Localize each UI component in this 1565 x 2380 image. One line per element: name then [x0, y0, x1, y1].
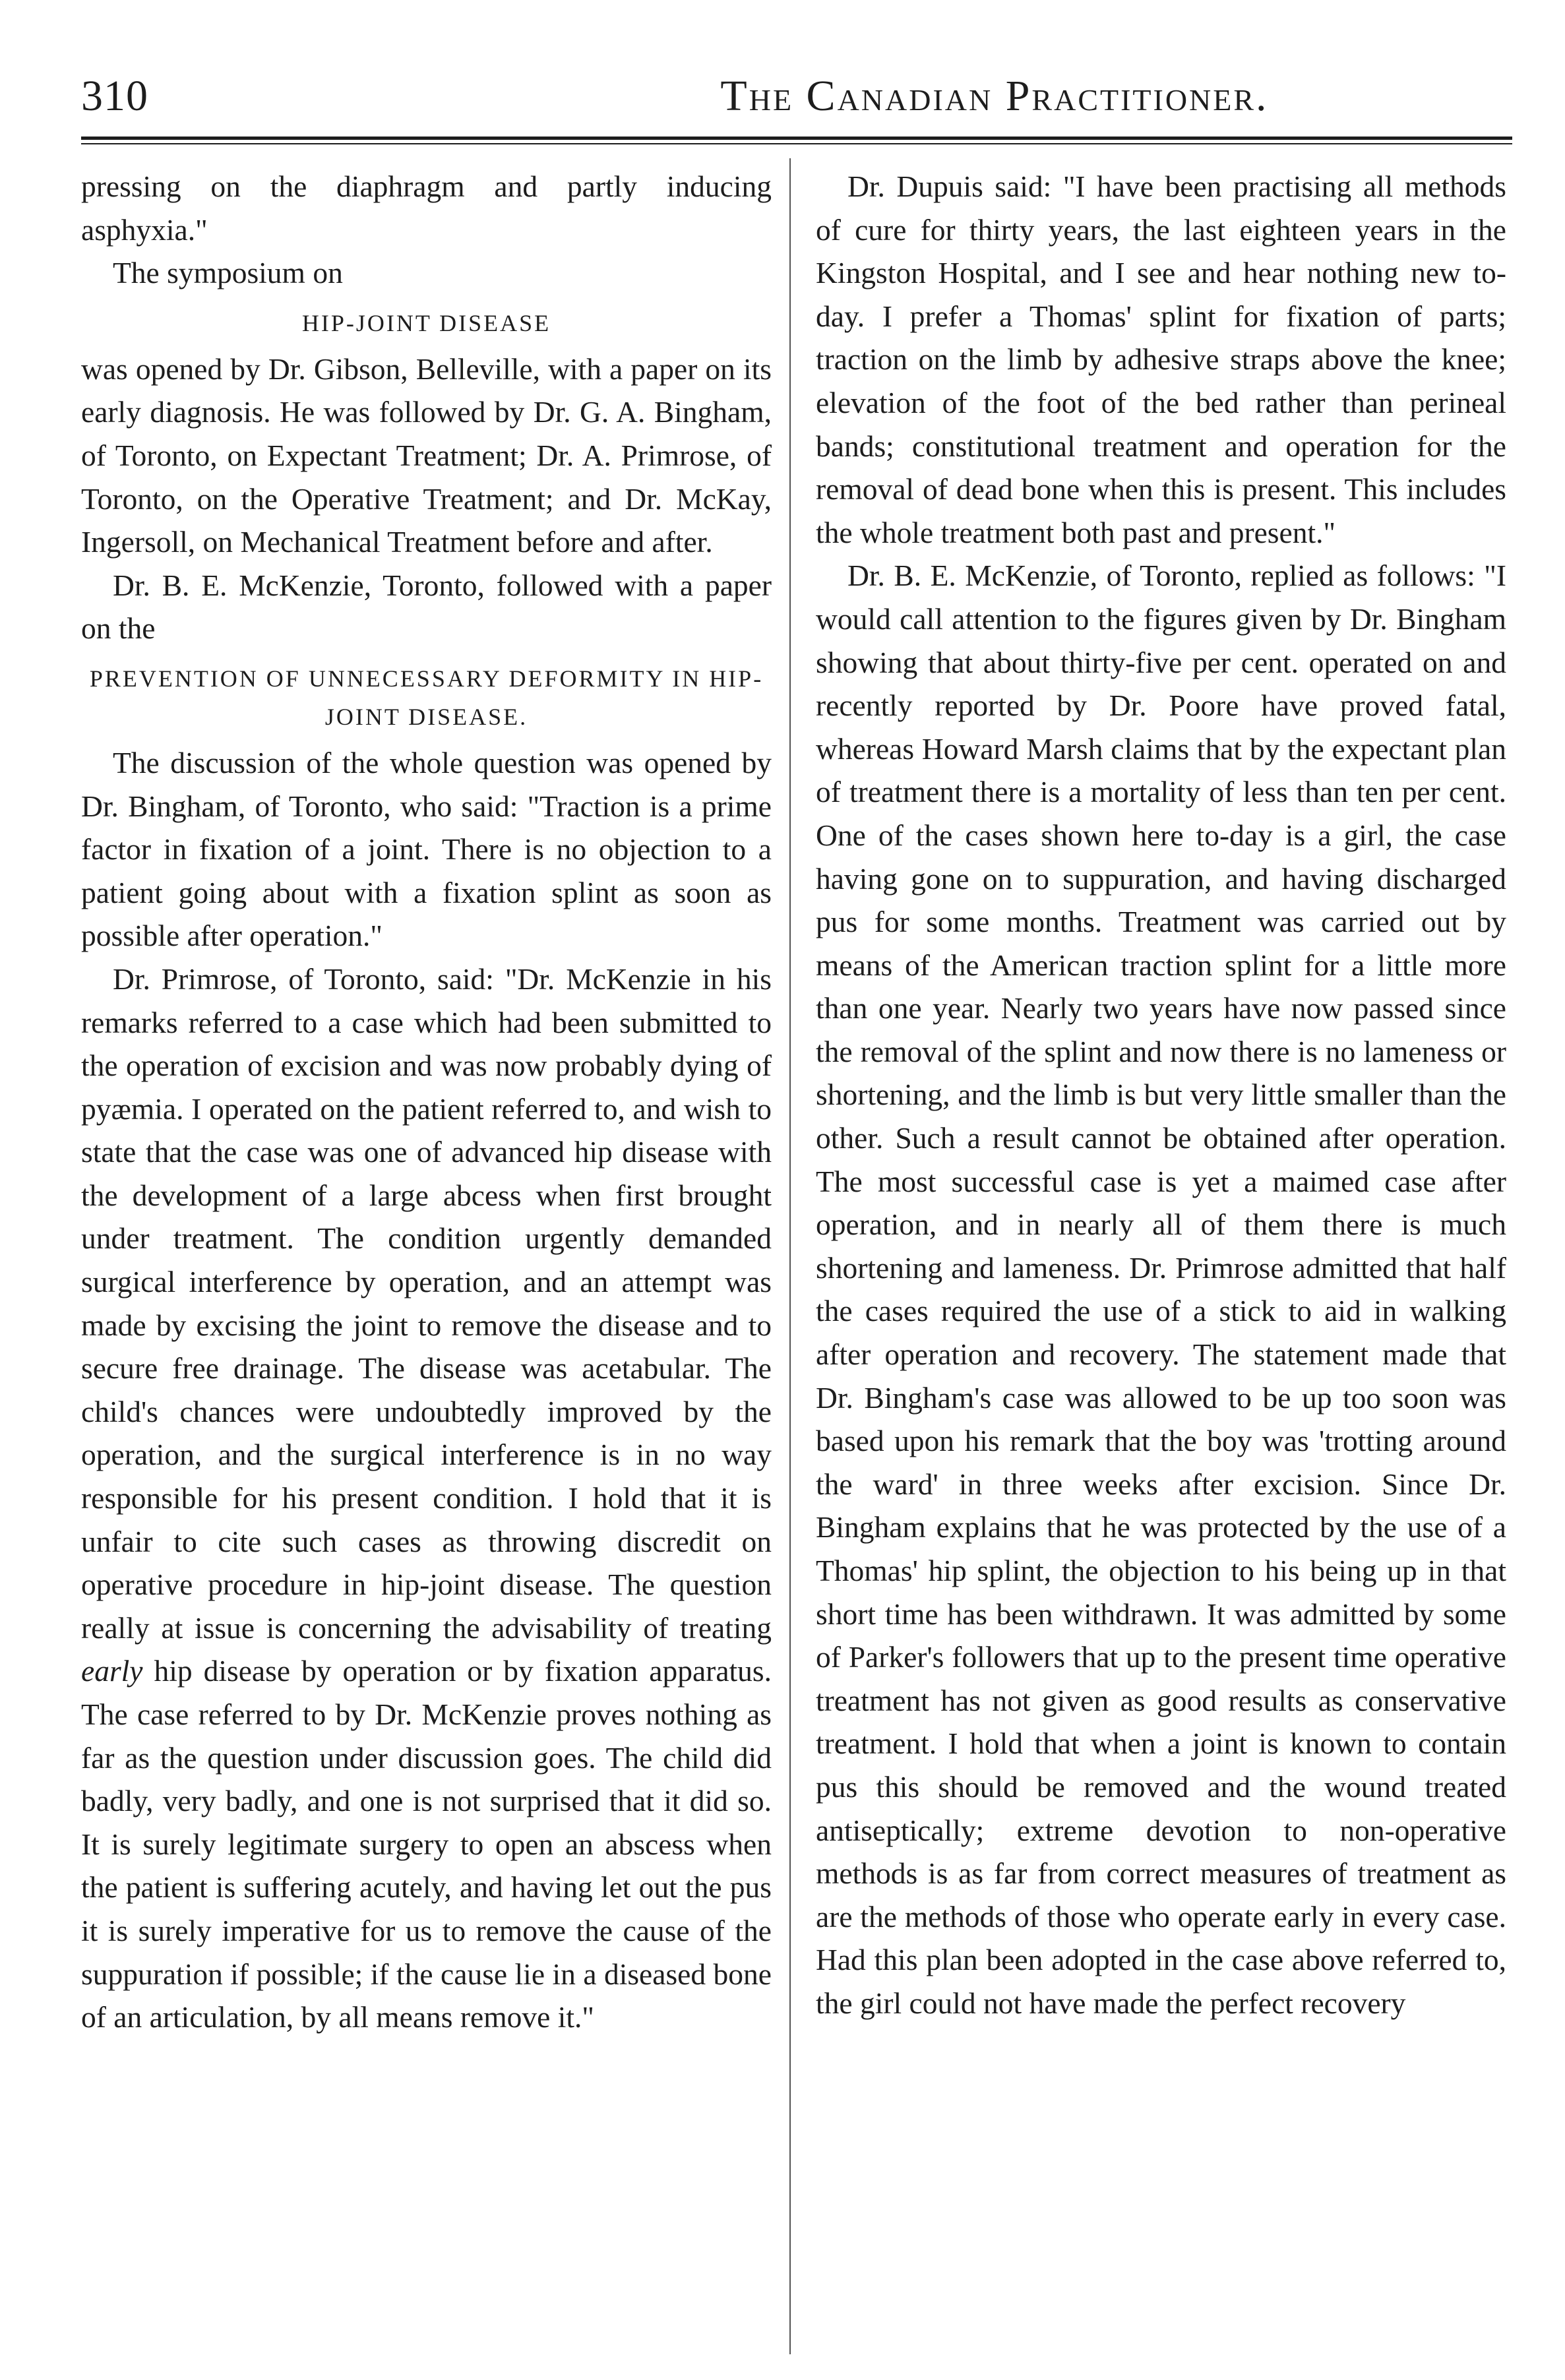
left-paragraph-1: pressing on the diaphragm and partly inducing asphyxia." [81, 169, 772, 247]
left-paragraph-6-part-1: Dr. Primrose, of Toronto, said: "Dr. McKenzie in his remarks referred to a case which had been submitted to the operation of excision and was now probably dying of pyæmia. I operated on the patient referred to, and wish to state that the case was one of advanced hip disease with the development of a large abcess when first brought under treatment. The condition urgently demanded surgical interference by operation, and an attempt was made by excising the joint to remove the disease and to secure free drainage. The disease was acetabular. The child's chances were undoubtedly improved by the operation, and the surgical interference is in no way responsible for his present condition. I hold that it is unfair to cite such cases as throwing discredit on operative procedure in hip-joint disease. The question really at issue is concerning the advisability of treating [81, 961, 772, 1645]
left-paragraph-5: The discussion of the whole question was opened by Dr. Bingham, of Toronto, who said: "Traction is a prime factor in fixation of a joint. There is no objection to a patient going about with a fixation splint as soon as possible after operation." [81, 745, 772, 953]
right-paragraph-1: Dr. Dupuis said: "I have been practising all methods of cure for thirty years, the last eighteen years in the Kingston Hospital, and I see and hear nothing new to-day. I prefer a Thomas' splint for fixation of parts; traction on the limb by adhesive straps above the knee; elevation of the foot of the bed rather than perineal bands; constitutional treatment and operation for the removal of dead bone when this is present. This includes the whole treatment both past and present." [816, 169, 1506, 549]
page-number: 310 [81, 72, 148, 120]
right-paragraph-2: Dr. B. E. McKenzie, of Toronto, replied as follows: "I would call attention to the figures given by Dr. Bingham showing that about thirty-five per cent. operated on and recently reported by Dr. Poore have proved fatal, whereas Howard Marsh claims that by the expectant plan of treatment there is a mortality of less than ten per cent. One of the cases shown here to-day is a girl, the case having gone on to suppuration, and having discharged pus for some months. Treatment was carried out by means of the American traction splint for a little more than one year. Nearly two years have now passed since the removal of the splint and now there is no lameness or shortening, and the limb is but very little smaller than the other. Such a result cannot be obtained after operation. The most successful case is yet a maimed case after operation, and in nearly all of them there is much shortening and lameness. Dr. Primrose admitted that half the cases required the use of a stick to aid in walking after operation and recovery. The statement made that Dr. Bingham's case was allowed to be up too soon was based upon his remark that the boy was 'trotting around the ward' in three weeks after excision. Since Dr. Bingham explains that he was protected by the use of a Thomas' hip splint, the objection to his being up in that short time has been withdrawn. It was admitted by some of Parker's followers that up to the present time operative treatment has not given as good results as conservative treatment. I hold that when a joint is known to contain pus this should be removed and the wound treated antiseptically; extreme devotion to non-operative methods is as far from correct measures of treatment as are the methods of those who operate early in every case. Had this plan been adopted in the case above referred to, the girl could not have made the perfect recovery [816, 559, 1506, 2020]
right-column [816, 165, 1506, 2354]
left-paragraph-6 [81, 958, 772, 2039]
left-paragraph-6-emphasis: early [81, 1654, 143, 1688]
column-divider [789, 158, 791, 2354]
left-paragraph-4: Dr. B. E. McKenzie, Toronto, followed with a paper on the [81, 568, 772, 646]
section-heading-hip-joint-disease: HIP-JOINT DISEASE [301, 309, 551, 336]
header-rule-thick [81, 137, 1512, 140]
left-paragraph-2: The symposium on [113, 256, 343, 290]
header-rule-thin [81, 143, 1512, 144]
section-heading-prevention-of-deformity: PREVENTION OF UNNECESSARY DEFORMITY IN HIP-JOINT DISEASE. [89, 665, 764, 730]
page-header [81, 63, 1512, 129]
left-paragraph-3: was opened by Dr. Gibson, Belleville, with a paper on its early diagnosis. He was followed by Dr. G. A. Bingham, of Toronto, on Expectant Treatment; Dr. A. Primrose, of Toronto, on the Operative Treatment; and Dr. McKay, Ingersoll, on Mechanical Treatment before and after. [81, 351, 772, 559]
left-paragraph-6-part-2: hip disease by operation or by fixation apparatus. The case referred to by Dr. McKenzie proves nothing as far as the question under discussion goes. The child did badly, very badly, and one is not surprised that it did so. It is surely legitimate surgery to open an abscess when the patient is suffering acutely, and having let out the pus it is surely imperative for us to remove the cause of the suppuration if possible; if the cause lie in a diseased bone of an articulation, by all means remove it." [81, 1654, 772, 2034]
running-title: The Canadian Practitioner. [720, 72, 1269, 120]
left-column [81, 165, 772, 2354]
